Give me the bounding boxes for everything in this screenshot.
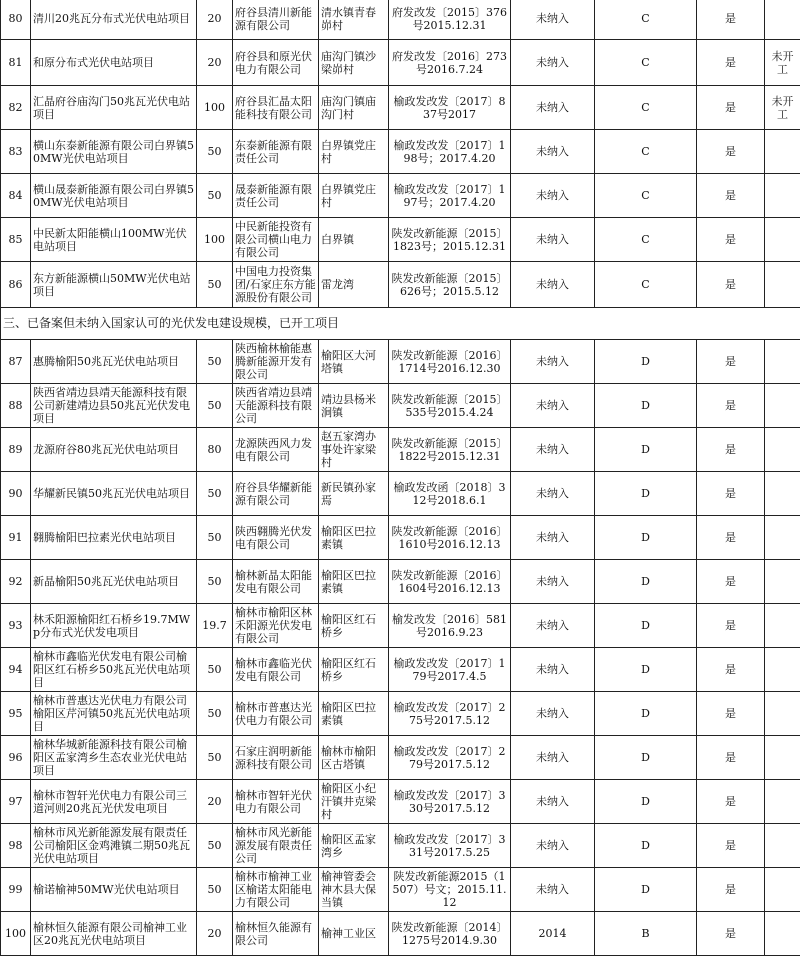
company-name: 府谷县华耀新能源有限公司 xyxy=(233,472,319,516)
capacity-mw: 50 xyxy=(197,692,233,736)
yes-flag: 是 xyxy=(697,648,765,692)
remark xyxy=(765,516,800,560)
company-name: 晟泰新能源有限责任公司 xyxy=(233,174,319,218)
approval-document: 陕发改新能源〔2015〕626号；2015.5.12 xyxy=(389,262,511,308)
project-location: 榆阳区巴拉素镇 xyxy=(319,560,389,604)
table-row xyxy=(1,174,800,218)
inclusion-status: 未纳入 xyxy=(511,736,595,780)
approval-document: 榆政发改函〔2018〕312号2018.6.1 xyxy=(389,472,511,516)
remark xyxy=(765,174,800,218)
project-number: 90 xyxy=(1,472,31,516)
project-name: 汇晶府谷庙沟门50兆瓦光伏电站项目 xyxy=(31,86,197,130)
inclusion-status: 未纳入 xyxy=(511,516,595,560)
project-number: 100 xyxy=(1,912,31,956)
project-name: 林禾阳源榆阳红石桥乡19.7MWp分布式光伏发电项目 xyxy=(31,604,197,648)
company-name: 陕西省靖边县靖天能源科技有限公司 xyxy=(233,384,319,428)
category-class: D xyxy=(595,428,697,472)
remark: 未开工 xyxy=(765,86,800,130)
category-class: D xyxy=(595,736,697,780)
remark xyxy=(765,218,800,262)
project-name: 东方新能源横山50MW光伏电站项目 xyxy=(31,262,197,308)
project-number: 83 xyxy=(1,130,31,174)
table-row xyxy=(1,428,800,472)
project-name: 翱腾榆阳巴拉素光伏电站项目 xyxy=(31,516,197,560)
project-name: 惠腾榆阳50兆瓦光伏电站项目 xyxy=(31,340,197,384)
yes-flag: 是 xyxy=(697,40,765,86)
capacity-mw: 50 xyxy=(197,868,233,912)
remark xyxy=(765,262,800,308)
inclusion-status: 未纳入 xyxy=(511,560,595,604)
category-class: C xyxy=(595,0,697,40)
remark xyxy=(765,428,800,472)
project-number: 82 xyxy=(1,86,31,130)
approval-document: 府发改发〔2015〕376号2015.12.31 xyxy=(389,0,511,40)
company-name: 东泰新能源有限责任公司 xyxy=(233,130,319,174)
approval-document: 榆政发改发〔2017〕279号2017.5.12 xyxy=(389,736,511,780)
project-number: 97 xyxy=(1,780,31,824)
category-class: C xyxy=(595,218,697,262)
approval-document: 榆政发改发〔2017〕330号2017.5.12 xyxy=(389,780,511,824)
yes-flag: 是 xyxy=(697,340,765,384)
capacity-mw: 100 xyxy=(197,218,233,262)
yes-flag: 是 xyxy=(697,174,765,218)
table-row xyxy=(1,868,800,912)
approval-document: 榆发改发〔2016〕581号2016.9.23 xyxy=(389,604,511,648)
project-number: 85 xyxy=(1,218,31,262)
remark xyxy=(765,340,800,384)
project-location: 庙沟门镇沙梁峁村 xyxy=(319,40,389,86)
approval-document: 陕发改新能源〔2015〕1822号2015.12.31 xyxy=(389,428,511,472)
category-class: D xyxy=(595,780,697,824)
table-row xyxy=(1,340,800,384)
capacity-mw: 50 xyxy=(197,648,233,692)
company-name: 榆林恒久能源有限公司 xyxy=(233,912,319,956)
capacity-mw: 50 xyxy=(197,262,233,308)
capacity-mw: 100 xyxy=(197,86,233,130)
capacity-mw: 50 xyxy=(197,516,233,560)
table-row xyxy=(1,516,800,560)
remark xyxy=(765,780,800,824)
company-name: 府谷县和原光伏电力有限公司 xyxy=(233,40,319,86)
company-name: 榆林市智轩光伏电力有限公司 xyxy=(233,780,319,824)
category-class: D xyxy=(595,560,697,604)
inclusion-status: 未纳入 xyxy=(511,384,595,428)
capacity-mw: 20 xyxy=(197,40,233,86)
inclusion-status: 未纳入 xyxy=(511,780,595,824)
company-name: 榆林市鑫临光伏发电有限公司 xyxy=(233,648,319,692)
table-row xyxy=(1,218,800,262)
yes-flag: 是 xyxy=(697,912,765,956)
yes-flag: 是 xyxy=(697,604,765,648)
capacity-mw: 19.7 xyxy=(197,604,233,648)
project-name: 新晶榆阳50兆瓦光伏电站项目 xyxy=(31,560,197,604)
inclusion-status: 未纳入 xyxy=(511,174,595,218)
inclusion-status: 未纳入 xyxy=(511,40,595,86)
company-name: 龙源陕西风力发电有限公司 xyxy=(233,428,319,472)
inclusion-status: 未纳入 xyxy=(511,218,595,262)
remark xyxy=(765,0,800,40)
approval-document: 陕发改新能源2015（1507）号文；2015.11.12 xyxy=(389,868,511,912)
project-name: 龙源府谷80兆瓦光伏电站项目 xyxy=(31,428,197,472)
remark xyxy=(765,824,800,868)
table-row xyxy=(1,472,800,516)
table-row xyxy=(1,40,800,86)
section-row xyxy=(1,308,800,340)
company-name: 府谷县汇晶太阳能科技有限公司 xyxy=(233,86,319,130)
yes-flag: 是 xyxy=(697,86,765,130)
yes-flag: 是 xyxy=(697,560,765,604)
project-number: 99 xyxy=(1,868,31,912)
company-name: 陕西榆林榆能惠腾新能源开发有限公司 xyxy=(233,340,319,384)
company-name: 陕西翱腾光伏发电有限公司 xyxy=(233,516,319,560)
inclusion-status: 未纳入 xyxy=(511,340,595,384)
capacity-mw: 20 xyxy=(197,780,233,824)
inclusion-status: 未纳入 xyxy=(511,472,595,516)
project-number: 81 xyxy=(1,40,31,86)
project-location: 榆神工业区 xyxy=(319,912,389,956)
project-location: 雷龙湾 xyxy=(319,262,389,308)
project-name: 榆林市智轩光伏电力有限公司三道河则20兆瓦光伏发电项目 xyxy=(31,780,197,824)
table-row xyxy=(1,0,800,40)
project-location: 榆阳区大河塔镇 xyxy=(319,340,389,384)
table-row xyxy=(1,262,800,308)
remark xyxy=(765,736,800,780)
company-name: 中国电力投资集团/石家庄东方能源股份有限公司 xyxy=(233,262,319,308)
project-number: 96 xyxy=(1,736,31,780)
approval-document: 榆政发改发〔2017〕179号2017.4.5 xyxy=(389,648,511,692)
table-row xyxy=(1,912,800,956)
remark xyxy=(765,648,800,692)
capacity-mw: 20 xyxy=(197,0,233,40)
project-location: 榆林市榆阳区古塔镇 xyxy=(319,736,389,780)
project-location: 榆阳区红石桥乡 xyxy=(319,648,389,692)
remark xyxy=(765,868,800,912)
yes-flag: 是 xyxy=(697,0,765,40)
project-number: 95 xyxy=(1,692,31,736)
project-name: 榆林市风光新能源发展有限责任公司榆阳区金鸡滩镇二期50兆瓦光伏电站项目 xyxy=(31,824,197,868)
category-class: C xyxy=(595,40,697,86)
approval-document: 陕发改新能源〔2016〕1714号2016.12.30 xyxy=(389,340,511,384)
project-name: 榆林恒久能源有限公司榆神工业区20兆瓦光伏电站项目 xyxy=(31,912,197,956)
company-name: 榆林市榆阳区林禾阳源光伏发电有限公司 xyxy=(233,604,319,648)
project-location: 靖边县杨米涧镇 xyxy=(319,384,389,428)
project-number: 98 xyxy=(1,824,31,868)
project-location: 榆神管委会神木县大保当镇 xyxy=(319,868,389,912)
capacity-mw: 50 xyxy=(197,340,233,384)
category-class: D xyxy=(595,516,697,560)
inclusion-status: 未纳入 xyxy=(511,824,595,868)
capacity-mw: 50 xyxy=(197,560,233,604)
yes-flag: 是 xyxy=(697,868,765,912)
project-name: 中民新太阳能横山100MW光伏电站项目 xyxy=(31,218,197,262)
yes-flag: 是 xyxy=(697,824,765,868)
capacity-mw: 20 xyxy=(197,912,233,956)
project-number: 94 xyxy=(1,648,31,692)
company-name: 中民新能投资有限公司横山电力有限公司 xyxy=(233,218,319,262)
capacity-mw: 50 xyxy=(197,472,233,516)
inclusion-status: 未纳入 xyxy=(511,428,595,472)
company-name: 石家庄润明新能源科技有限公司 xyxy=(233,736,319,780)
inclusion-status: 未纳入 xyxy=(511,262,595,308)
project-number: 84 xyxy=(1,174,31,218)
category-class: D xyxy=(595,648,697,692)
company-name: 榆林市普惠达光伏电力有限公司 xyxy=(233,692,319,736)
project-location: 白界镇党庄村 xyxy=(319,174,389,218)
remark xyxy=(765,560,800,604)
yes-flag: 是 xyxy=(697,262,765,308)
approval-document: 榆政发改发〔2017〕837号2017 xyxy=(389,86,511,130)
yes-flag: 是 xyxy=(697,428,765,472)
project-location: 榆阳区巴拉素镇 xyxy=(319,692,389,736)
project-location: 榆阳区巴拉素镇 xyxy=(319,516,389,560)
approval-document: 榆政发改发〔2017〕197号；2017.4.20 xyxy=(389,174,511,218)
table-row xyxy=(1,824,800,868)
approval-document: 榆政发改发〔2017〕275号2017.5.12 xyxy=(389,692,511,736)
yes-flag: 是 xyxy=(697,780,765,824)
approval-document: 府发改发〔2016〕273号2016.7.24 xyxy=(389,40,511,86)
project-number: 93 xyxy=(1,604,31,648)
capacity-mw: 50 xyxy=(197,130,233,174)
section-title: 三、已备案但未纳入国家认可的光伏发电建设规模，已开工项目 xyxy=(1,308,800,340)
project-location: 榆阳区小纪汗镇井克梁村 xyxy=(319,780,389,824)
capacity-mw: 50 xyxy=(197,384,233,428)
project-name: 横山东泰新能源有限公司白界镇50MW光伏电站项目 xyxy=(31,130,197,174)
remark xyxy=(765,604,800,648)
category-class: D xyxy=(595,824,697,868)
approval-document: 陕发改新能源〔2016〕1610号2016.12.13 xyxy=(389,516,511,560)
project-number: 87 xyxy=(1,340,31,384)
remark xyxy=(765,384,800,428)
yes-flag: 是 xyxy=(697,472,765,516)
yes-flag: 是 xyxy=(697,736,765,780)
category-class: B xyxy=(595,912,697,956)
capacity-mw: 50 xyxy=(197,174,233,218)
project-location: 赵五家湾办事处许家梁村 xyxy=(319,428,389,472)
project-location: 白界镇 xyxy=(319,218,389,262)
company-name: 榆林新晶太阳能发电有限公司 xyxy=(233,560,319,604)
table-row xyxy=(1,692,800,736)
project-name: 华耀新民镇50兆瓦光伏电站项目 xyxy=(31,472,197,516)
company-name: 榆林市风光新能源发展有限责任公司 xyxy=(233,824,319,868)
table-row xyxy=(1,604,800,648)
category-class: C xyxy=(595,86,697,130)
remark xyxy=(765,692,800,736)
inclusion-status: 未纳入 xyxy=(511,130,595,174)
inclusion-status: 未纳入 xyxy=(511,86,595,130)
company-name: 府谷县清川新能源有限公司 xyxy=(233,0,319,40)
project-number: 92 xyxy=(1,560,31,604)
inclusion-status: 未纳入 xyxy=(511,868,595,912)
remark xyxy=(765,912,800,956)
project-name: 陕西省靖边县靖天能源科技有限公司新建靖边县50兆瓦光伏发电项目 xyxy=(31,384,197,428)
yes-flag: 是 xyxy=(697,692,765,736)
category-class: C xyxy=(595,130,697,174)
inclusion-status: 未纳入 xyxy=(511,692,595,736)
project-location: 榆阳区红石桥乡 xyxy=(319,604,389,648)
approval-document: 陕发改新能源〔2015〕1823号；2015.12.31 xyxy=(389,218,511,262)
project-number: 89 xyxy=(1,428,31,472)
yes-flag: 是 xyxy=(697,384,765,428)
capacity-mw: 50 xyxy=(197,736,233,780)
yes-flag: 是 xyxy=(697,516,765,560)
category-class: D xyxy=(595,692,697,736)
yes-flag: 是 xyxy=(697,218,765,262)
category-class: D xyxy=(595,340,697,384)
company-name: 榆林市榆神工业区榆诺太阳能电力有限公司 xyxy=(233,868,319,912)
table-row xyxy=(1,130,800,174)
category-class: C xyxy=(595,174,697,218)
project-number: 91 xyxy=(1,516,31,560)
remark xyxy=(765,472,800,516)
project-name: 和原分布式光伏电站项目 xyxy=(31,40,197,86)
category-class: D xyxy=(595,604,697,648)
category-class: D xyxy=(595,384,697,428)
project-name: 横山晟泰新能源有限公司白界镇50MW光伏电站项目 xyxy=(31,174,197,218)
table-row xyxy=(1,384,800,428)
yes-flag: 是 xyxy=(697,130,765,174)
inclusion-status: 未纳入 xyxy=(511,648,595,692)
table-row xyxy=(1,86,800,130)
project-name: 榆林华城新能源科技有限公司榆阳区孟家湾乡生态农业光伏电站项目 xyxy=(31,736,197,780)
capacity-mw: 50 xyxy=(197,824,233,868)
inclusion-status: 未纳入 xyxy=(511,0,595,40)
project-location: 庙沟门镇庙沟门村 xyxy=(319,86,389,130)
project-location: 新民镇孙家焉 xyxy=(319,472,389,516)
category-class: D xyxy=(595,868,697,912)
approval-document: 榆政发改发〔2017〕331号2017.5.25 xyxy=(389,824,511,868)
project-name: 榆林市普惠达光伏电力有限公司榆阳区芹河镇50兆瓦光伏电站项目 xyxy=(31,692,197,736)
remark: 未开工 xyxy=(765,40,800,86)
project-location: 白界镇党庄村 xyxy=(319,130,389,174)
project-number: 88 xyxy=(1,384,31,428)
project-location: 榆阳区孟家湾乡 xyxy=(319,824,389,868)
approval-document: 榆政发改发〔2017〕198号；2017.4.20 xyxy=(389,130,511,174)
capacity-mw: 80 xyxy=(197,428,233,472)
inclusion-status: 2014 xyxy=(511,912,595,956)
project-name: 清川20兆瓦分布式光伏电站项目 xyxy=(31,0,197,40)
project-number: 86 xyxy=(1,262,31,308)
table-row xyxy=(1,560,800,604)
project-location: 清水镇青春峁村 xyxy=(319,0,389,40)
remark xyxy=(765,130,800,174)
project-name: 榆林市鑫临光伏发电有限公司榆阳区红石桥乡50兆瓦光伏电站项目 xyxy=(31,648,197,692)
approval-document: 陕发改新能源〔2016〕1604号2016.12.13 xyxy=(389,560,511,604)
table-row xyxy=(1,648,800,692)
project-name: 榆诺榆神50MW光伏电站项目 xyxy=(31,868,197,912)
category-class: D xyxy=(595,472,697,516)
approval-document: 陕发改新能源〔2015〕535号2015.4.24 xyxy=(389,384,511,428)
table-row xyxy=(1,780,800,824)
inclusion-status: 未纳入 xyxy=(511,604,595,648)
table-row xyxy=(1,736,800,780)
category-class: C xyxy=(595,262,697,308)
project-number: 80 xyxy=(1,0,31,40)
approval-document: 陕发改新能源〔2014〕1275号2014.9.30 xyxy=(389,912,511,956)
